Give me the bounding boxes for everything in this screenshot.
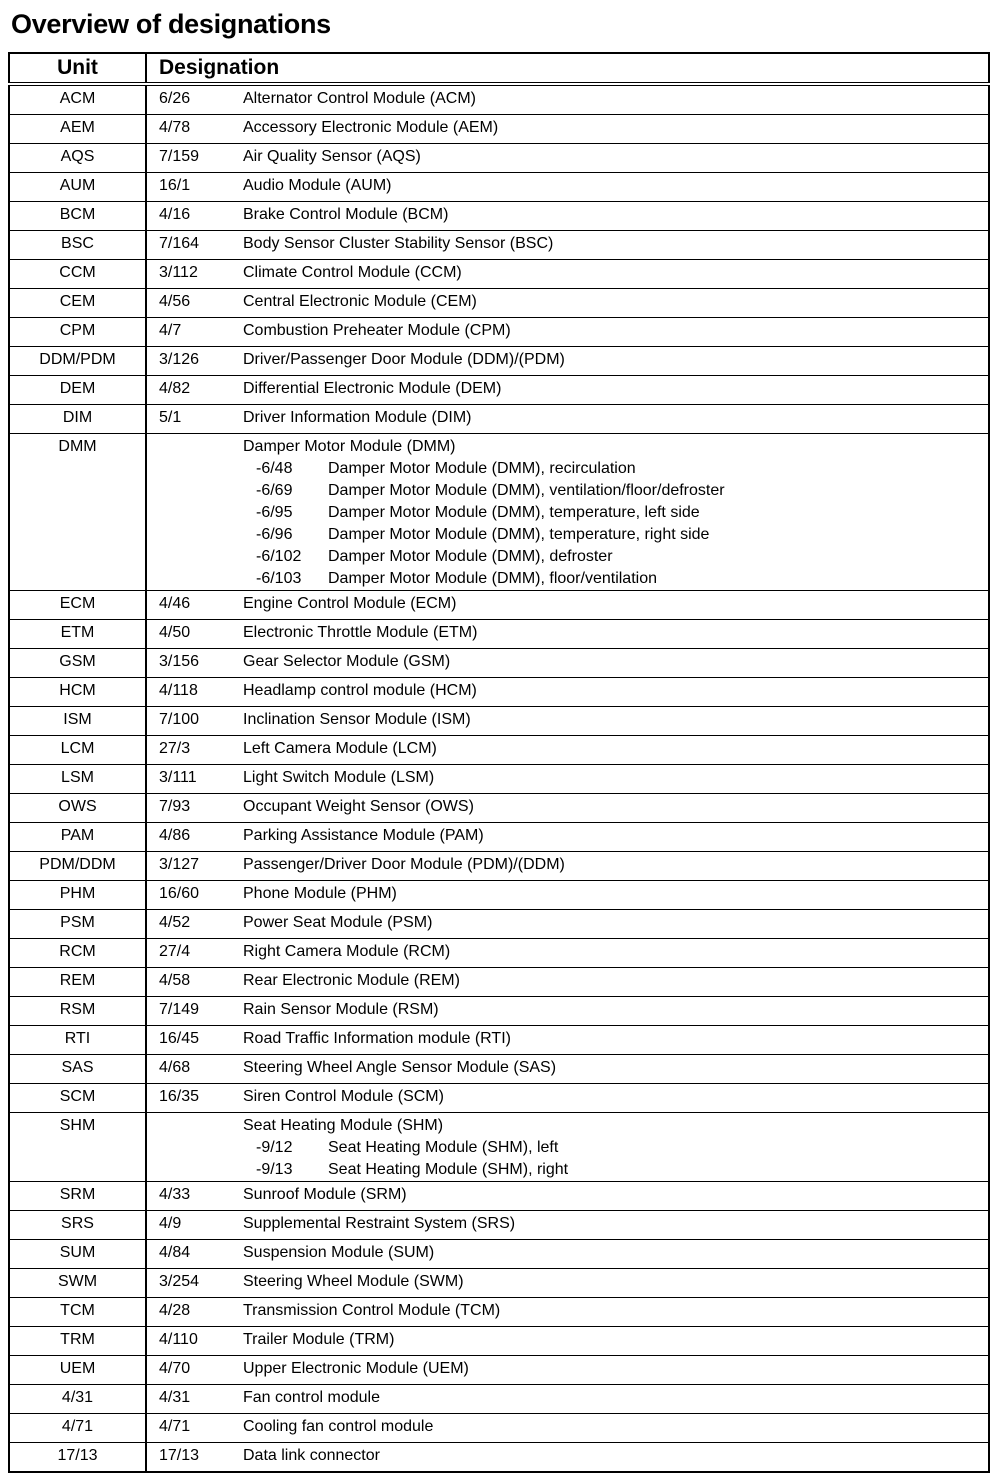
table-row — [9, 1182, 989, 1211]
designation-text: Transmission Control Module (TCM) — [243, 1302, 501, 1319]
table-row — [9, 591, 989, 620]
designation-cell — [231, 823, 989, 852]
table-row — [9, 376, 989, 405]
designation-text: Steering Wheel Module (SWM) — [243, 1273, 464, 1290]
designation-text: Gear Selector Module (GSM) — [243, 653, 451, 670]
unit-cell: LSM — [9, 765, 146, 794]
table-row — [9, 1211, 989, 1240]
designation-text: Differential Electronic Module (DEM) — [243, 380, 502, 397]
table-row — [9, 405, 989, 434]
sub-description: Seat Heating Module (SHM), right — [328, 1161, 569, 1178]
table-row — [9, 173, 989, 202]
designation-text: Light Switch Module (LSM) — [243, 769, 435, 786]
table-row — [9, 1113, 989, 1182]
table-row — [9, 620, 989, 649]
unit-cell: RSM — [9, 997, 146, 1026]
designation-text: Central Electronic Module (CEM) — [243, 293, 477, 310]
designation-column-header: Designation — [146, 53, 989, 84]
designation-cell — [231, 1298, 989, 1327]
unit-cell: ETM — [9, 620, 146, 649]
table-row — [9, 1414, 989, 1443]
designation-cell — [231, 1084, 989, 1113]
designation-text: Power Seat Module (PSM) — [243, 914, 433, 931]
designation-text: Engine Control Module (ECM) — [243, 595, 457, 612]
unit-cell: PSM — [9, 910, 146, 939]
unit-cell: CEM — [9, 289, 146, 318]
sub-designation — [243, 1159, 988, 1181]
designation-text: Fan control module — [243, 1389, 380, 1406]
unit-cell: SRM — [9, 1182, 146, 1211]
code-cell: 4/118 — [146, 678, 231, 707]
designation-cell — [231, 289, 989, 318]
table-row — [9, 144, 989, 173]
designation-cell — [231, 434, 989, 591]
table-row — [9, 1327, 989, 1356]
designation-text: Upper Electronic Module (UEM) — [243, 1360, 469, 1377]
designation-cell — [231, 591, 989, 620]
sub-code: -6/48 — [256, 460, 293, 477]
unit-cell: DEM — [9, 376, 146, 405]
designation-cell — [231, 852, 989, 881]
code-cell: 7/159 — [146, 144, 231, 173]
sub-designation — [243, 1137, 988, 1159]
sub-designation — [243, 524, 988, 546]
designation-text: Damper Motor Module (DMM) — [243, 438, 456, 455]
sub-code: -6/103 — [256, 570, 302, 587]
code-cell: 16/1 — [146, 173, 231, 202]
designation-text: Body Sensor Cluster Stability Sensor (BSC) — [243, 235, 554, 252]
unit-cell: REM — [9, 968, 146, 997]
code-cell: 4/7 — [146, 318, 231, 347]
designation-cell — [231, 115, 989, 144]
code-cell: 4/82 — [146, 376, 231, 405]
designation-cell — [231, 405, 989, 434]
unit-cell: SHM — [9, 1113, 146, 1182]
unit-cell: ACM — [9, 84, 146, 115]
code-cell: 4/52 — [146, 910, 231, 939]
table-row — [9, 736, 989, 765]
sub-description: Damper Motor Module (DMM), temperature, left side — [328, 504, 700, 521]
unit-cell: DIM — [9, 405, 146, 434]
code-cell: 4/31 — [146, 1385, 231, 1414]
designation-cell — [231, 260, 989, 289]
designation-cell — [231, 1385, 989, 1414]
unit-cell: OWS — [9, 794, 146, 823]
unit-cell: SAS — [9, 1055, 146, 1084]
designation-cell — [231, 765, 989, 794]
table-row — [9, 1240, 989, 1269]
unit-cell: SRS — [9, 1211, 146, 1240]
unit-cell: SWM — [9, 1269, 146, 1298]
code-cell: 16/60 — [146, 881, 231, 910]
code-cell: 3/254 — [146, 1269, 231, 1298]
unit-cell: PHM — [9, 881, 146, 910]
designation-text: Occupant Weight Sensor (OWS) — [243, 798, 474, 815]
designation-text: Parking Assistance Module (PAM) — [243, 827, 484, 844]
sub-code: -9/13 — [256, 1161, 293, 1178]
unit-cell: RCM — [9, 939, 146, 968]
designations-table — [8, 52, 990, 1473]
designation-cell — [231, 997, 989, 1026]
designation-cell — [231, 707, 989, 736]
designation-cell — [231, 1443, 989, 1473]
designation-text: Supplemental Restraint System (SRS) — [243, 1215, 516, 1232]
code-cell: 27/3 — [146, 736, 231, 765]
designation-cell — [231, 1269, 989, 1298]
table-header-row — [9, 53, 989, 84]
table-row — [9, 202, 989, 231]
sub-designation — [243, 502, 988, 524]
designation-cell — [231, 910, 989, 939]
table-row — [9, 1385, 989, 1414]
unit-cell: CCM — [9, 260, 146, 289]
designation-text: Data link connector — [243, 1447, 380, 1464]
table-row — [9, 84, 989, 115]
code-cell: 7/100 — [146, 707, 231, 736]
designation-text: Road Traffic Information module (RTI) — [243, 1030, 511, 1047]
designation-text: Driver Information Module (DIM) — [243, 409, 472, 426]
table-row — [9, 910, 989, 939]
sub-description: Damper Motor Module (DMM), defroster — [328, 548, 613, 565]
designation-text: Seat Heating Module (SHM) — [243, 1117, 444, 1134]
code-cell: 4/16 — [146, 202, 231, 231]
designation-text: Brake Control Module (BCM) — [243, 206, 449, 223]
sub-description: Damper Motor Module (DMM), recirculation — [328, 460, 636, 477]
table-row — [9, 1443, 989, 1473]
designation-cell — [231, 881, 989, 910]
designation-text: Siren Control Module (SCM) — [243, 1088, 444, 1105]
table-row — [9, 823, 989, 852]
code-cell: 4/71 — [146, 1414, 231, 1443]
designation-text: Steering Wheel Angle Sensor Module (SAS) — [243, 1059, 557, 1076]
designation-text: Driver/Passenger Door Module (DDM)/(PDM) — [243, 351, 565, 368]
table-row — [9, 347, 989, 376]
code-cell: 17/13 — [146, 1443, 231, 1473]
code-cell: 3/112 — [146, 260, 231, 289]
unit-cell: GSM — [9, 649, 146, 678]
table-row — [9, 881, 989, 910]
table-row — [9, 678, 989, 707]
designation-cell — [231, 376, 989, 405]
designation-cell — [231, 794, 989, 823]
code-cell: 4/86 — [146, 823, 231, 852]
designation-text: Rear Electronic Module (REM) — [243, 972, 460, 989]
designation-text: Headlamp control module (HCM) — [243, 682, 477, 699]
unit-cell: TCM — [9, 1298, 146, 1327]
designation-cell — [231, 144, 989, 173]
code-cell: 4/58 — [146, 968, 231, 997]
designation-cell — [231, 1055, 989, 1084]
designation-text: Alternator Control Module (ACM) — [243, 90, 476, 107]
table-row — [9, 260, 989, 289]
unit-cell: BSC — [9, 231, 146, 260]
designation-cell — [231, 736, 989, 765]
table-row — [9, 289, 989, 318]
sub-designation — [243, 546, 988, 568]
code-cell: 4/56 — [146, 289, 231, 318]
code-cell: 7/164 — [146, 231, 231, 260]
designation-text: Inclination Sensor Module (ISM) — [243, 711, 471, 728]
unit-cell: AUM — [9, 173, 146, 202]
table-row — [9, 434, 989, 591]
code-cell: 4/70 — [146, 1356, 231, 1385]
code-cell: 3/127 — [146, 852, 231, 881]
designation-text: Trailer Module (TRM) — [243, 1331, 395, 1348]
unit-cell: BCM — [9, 202, 146, 231]
unit-cell: TRM — [9, 1327, 146, 1356]
table-row — [9, 765, 989, 794]
designation-cell — [231, 84, 989, 115]
sub-description: Damper Motor Module (DMM), temperature, right side — [328, 526, 710, 543]
code-cell: 4/46 — [146, 591, 231, 620]
code-cell: 4/50 — [146, 620, 231, 649]
code-cell: 4/9 — [146, 1211, 231, 1240]
designation-text: Passenger/Driver Door Module (PDM)/(DDM) — [243, 856, 565, 873]
table-row — [9, 318, 989, 347]
table-row — [9, 1298, 989, 1327]
code-cell: 4/84 — [146, 1240, 231, 1269]
unit-cell: PAM — [9, 823, 146, 852]
unit-cell: SCM — [9, 1084, 146, 1113]
designation-cell — [231, 1182, 989, 1211]
designation-cell — [231, 202, 989, 231]
code-cell: 7/93 — [146, 794, 231, 823]
code-cell: 4/78 — [146, 115, 231, 144]
code-cell: 4/68 — [146, 1055, 231, 1084]
designation-cell — [231, 1113, 989, 1182]
designation-text: Phone Module (PHM) — [243, 885, 397, 902]
designation-cell — [231, 620, 989, 649]
code-cell — [146, 1113, 231, 1182]
sub-code: -6/96 — [256, 526, 293, 543]
table-row — [9, 968, 989, 997]
designation-cell — [231, 318, 989, 347]
unit-cell: SUM — [9, 1240, 146, 1269]
designation-text: Sunroof Module (SRM) — [243, 1186, 407, 1203]
unit-cell: PDM/DDM — [9, 852, 146, 881]
code-cell: 7/149 — [146, 997, 231, 1026]
unit-cell: 17/13 — [9, 1443, 146, 1473]
page-title: Overview of designations — [11, 9, 331, 39]
designation-cell — [231, 678, 989, 707]
sub-description: Damper Motor Module (DMM), ventilation/floor/defroster — [328, 482, 725, 499]
code-cell: 5/1 — [146, 405, 231, 434]
code-cell: 3/111 — [146, 765, 231, 794]
code-cell: 3/156 — [146, 649, 231, 678]
code-cell: 16/45 — [146, 1026, 231, 1055]
table-row — [9, 231, 989, 260]
designation-text: Climate Control Module (CCM) — [243, 264, 462, 281]
designation-cell — [231, 1211, 989, 1240]
unit-cell: LCM — [9, 736, 146, 765]
designation-cell — [231, 1327, 989, 1356]
designation-cell — [231, 1026, 989, 1055]
sub-code: -6/95 — [256, 504, 293, 521]
table-row — [9, 1269, 989, 1298]
unit-cell: 4/31 — [9, 1385, 146, 1414]
designation-cell — [231, 1240, 989, 1269]
code-cell: 6/26 — [159, 90, 191, 107]
unit-column-header: Unit — [9, 53, 146, 84]
designation-text: Air Quality Sensor (AQS) — [243, 148, 421, 165]
table-row — [9, 1055, 989, 1084]
sub-code: -9/12 — [256, 1139, 293, 1156]
code-cell: 3/126 — [146, 347, 231, 376]
designation-cell — [231, 347, 989, 376]
unit-cell: ECM — [9, 591, 146, 620]
sub-designation — [243, 458, 988, 480]
designation-cell — [231, 173, 989, 202]
unit-cell: UEM — [9, 1356, 146, 1385]
designation-text: Electronic Throttle Module (ETM) — [243, 624, 478, 641]
designation-text: Left Camera Module (LCM) — [243, 740, 437, 757]
designation-cell — [231, 939, 989, 968]
table-row — [9, 1356, 989, 1385]
sub-designation — [243, 568, 988, 590]
unit-cell: AQS — [9, 144, 146, 173]
sub-code: -6/102 — [256, 548, 302, 565]
code-cell: 16/35 — [146, 1084, 231, 1113]
unit-cell: RTI — [9, 1026, 146, 1055]
designation-cell — [231, 649, 989, 678]
unit-cell: 4/71 — [9, 1414, 146, 1443]
unit-cell: DDM/PDM — [9, 347, 146, 376]
table-row — [9, 115, 989, 144]
code-cell — [146, 434, 231, 591]
designation-text: Cooling fan control module — [243, 1418, 434, 1435]
table-row — [9, 1026, 989, 1055]
designation-text: Suspension Module (SUM) — [243, 1244, 435, 1261]
table-row — [9, 1084, 989, 1113]
unit-cell: AEM — [9, 115, 146, 144]
unit-cell: CPM — [9, 318, 146, 347]
table-row — [9, 794, 989, 823]
code-cell: 4/28 — [146, 1298, 231, 1327]
table-row — [9, 997, 989, 1026]
table-row — [9, 707, 989, 736]
table-body — [9, 84, 989, 1472]
unit-cell: DMM — [9, 434, 146, 591]
unit-cell: ISM — [9, 707, 146, 736]
designation-text: Accessory Electronic Module (AEM) — [243, 119, 499, 136]
table-row — [9, 939, 989, 968]
designation-text: Audio Module (AUM) — [243, 177, 392, 194]
table-row — [9, 649, 989, 678]
code-cell: 27/4 — [146, 939, 231, 968]
sub-description: Damper Motor Module (DMM), floor/ventilation — [328, 570, 657, 587]
code-cell: 4/110 — [146, 1327, 231, 1356]
sub-code: -6/69 — [256, 482, 293, 499]
unit-cell: HCM — [9, 678, 146, 707]
sub-designation — [243, 480, 988, 502]
table-row — [9, 852, 989, 881]
code-cell: 4/33 — [146, 1182, 231, 1211]
designation-cell — [231, 1356, 989, 1385]
designation-cell — [231, 1414, 989, 1443]
sub-description: Seat Heating Module (SHM), left — [328, 1139, 559, 1156]
designation-text: Combustion Preheater Module (CPM) — [243, 322, 511, 339]
designation-text: Rain Sensor Module (RSM) — [243, 1001, 439, 1018]
designation-cell — [231, 968, 989, 997]
designation-cell — [231, 231, 989, 260]
designation-text: Right Camera Module (RCM) — [243, 943, 451, 960]
